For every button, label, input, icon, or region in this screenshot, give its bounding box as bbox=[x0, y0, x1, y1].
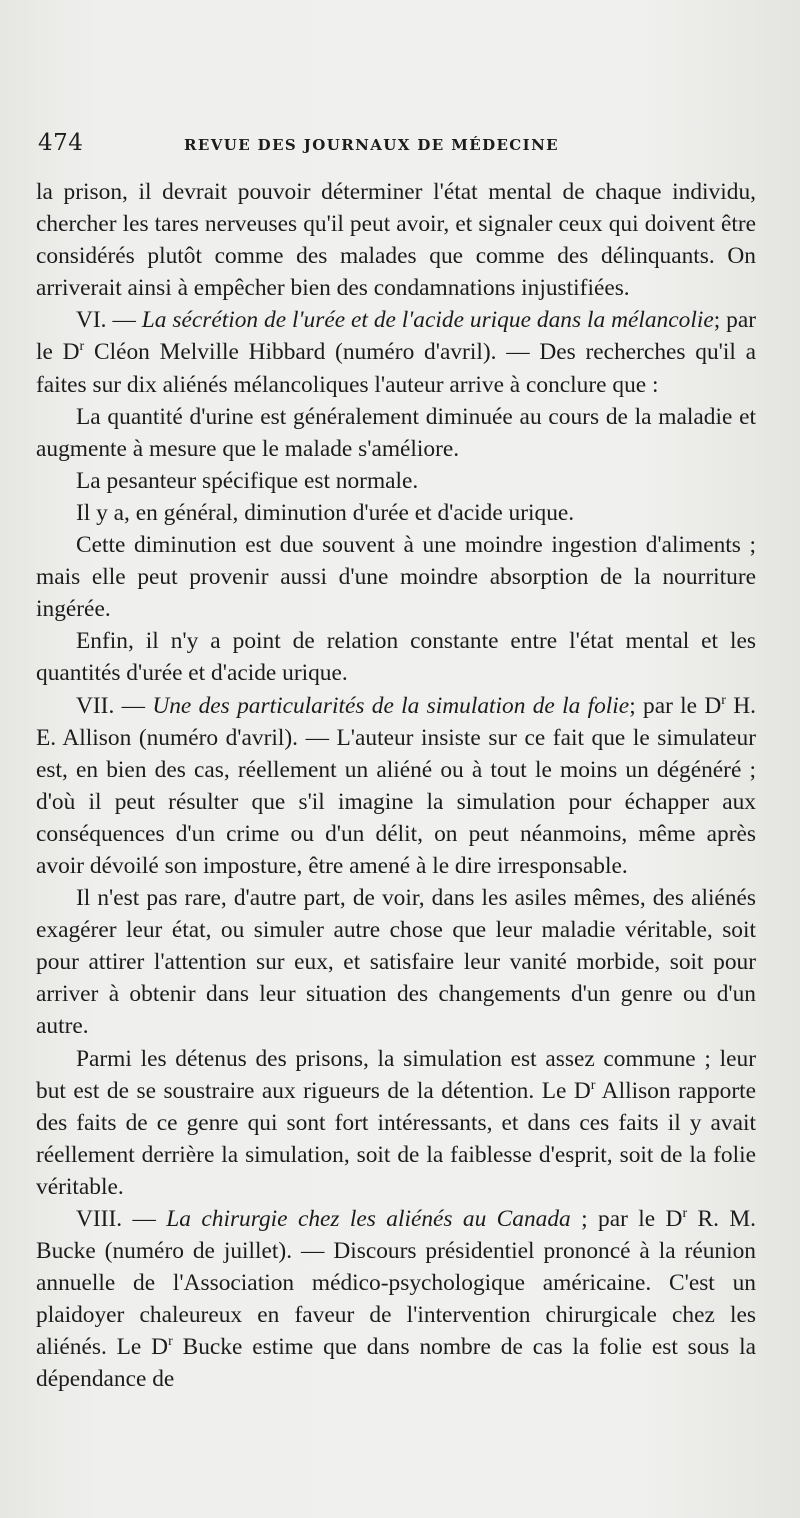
section-number: VII. — bbox=[76, 692, 153, 719]
superscript: r bbox=[79, 338, 85, 355]
paragraph-text: Il n'est pas rare, d'autre part, de voir, dans les asiles mêmes, des aliénés exagérer leur état, ou simuler autre chose que leur maladie véritable, soit pour attirer l'attention sur eux, et satisfaire leur vanité morbide, soit pour arriver à obtenir dans leur situation des changements d'un genre ou d'un autre. bbox=[36, 885, 756, 1040]
section-byline: ; par le D bbox=[629, 692, 722, 719]
page-number: 474 bbox=[38, 130, 84, 156]
paragraph-text: Parmi les détenus des prisons, la simulation est assez commune ; leur but est de se soustraire aux rigueurs de la détention. Le D bbox=[36, 1045, 756, 1104]
superscript: r bbox=[682, 1205, 688, 1222]
section-byline: ; par le D bbox=[36, 307, 757, 366]
paragraph-text: Enfin, il n'y a point de relation constante entre l'état mental et les quantités d'urée et d'acide urique. bbox=[36, 628, 756, 687]
paragraph bbox=[36, 882, 756, 1042]
paragraph bbox=[36, 1043, 756, 1203]
section-title: La chirurgie chez les aliénés au Canada bbox=[166, 1206, 571, 1232]
paragraph-text: Allison rapporte des faits de ce genre qui sont fort intéressants, et dans ces faits il y avait réellement derrière la simulation, soit de la faiblesse d'esprit, soit de la folie véritable. bbox=[36, 1077, 756, 1200]
paragraph bbox=[36, 176, 756, 304]
section-text: Bucke estime que dans nombre de cas la folie est sous la dépendance de bbox=[36, 1334, 757, 1393]
page-body bbox=[36, 176, 756, 1396]
page-header bbox=[38, 130, 758, 164]
paragraph-text: la prison, il devrait pouvoir déterminer l'état mental de chaque individu, chercher les tares nerveuses qu'il peut avoir, et signaler ceux qui doivent être considérés plutôt comme des malades que comme des délinquants. On arriverait ainsi à empêcher bien des condamnations injustifiées. bbox=[36, 179, 756, 302]
section-text: Cléon Melville Hibbard (numéro d'avril). — Des recherches qu'il a faites sur dix aliénés mélancoliques l'auteur arrive à conclure que : bbox=[36, 339, 756, 398]
superscript: r bbox=[590, 1076, 596, 1093]
superscript: r bbox=[168, 1333, 173, 1350]
section-title: La sécrétion de l'urée et de l'acide urique dans la mélancolie bbox=[141, 307, 714, 334]
section-number: VIII. — bbox=[76, 1206, 167, 1232]
section-text: R. M. Bucke (numéro de juillet). — Discours présidentiel prononcé à la réunion annuelle de l'Association médico-psychologique américaine. C'est un plaidoyer chaleureux en faveur de l'intervention chirurgicale chez les aliénés. Le D bbox=[36, 1206, 757, 1361]
section-number: VI. — bbox=[76, 307, 142, 334]
section-title: Une des particularités de la simulation de la folie bbox=[152, 692, 630, 719]
paragraph bbox=[36, 529, 756, 625]
paragraph bbox=[36, 401, 756, 465]
paragraph bbox=[36, 625, 756, 689]
paragraph bbox=[36, 497, 756, 529]
paragraph bbox=[36, 465, 756, 497]
superscript: r bbox=[721, 691, 726, 708]
paragraph-text: Cette diminution est due souvent à une moindre ingestion d'aliments ; mais elle peut provenir aussi d'une moindre absorption de la nourriture ingérée. bbox=[36, 532, 756, 623]
section-viii bbox=[36, 1203, 756, 1396]
running-head: REVUE DES JOURNAUX DE MÉDECINE bbox=[184, 136, 560, 154]
paragraph-text: La quantité d'urine est généralement diminuée au cours de la maladie et augmente à mesure que le malade s'améliore. bbox=[36, 403, 756, 462]
paragraph-text: La pesanteur spécifique est normale. bbox=[76, 467, 419, 494]
section-vi bbox=[36, 304, 756, 400]
section-vii bbox=[36, 690, 756, 883]
section-byline: ; par le D bbox=[570, 1206, 683, 1232]
section-text: H. E. Allison (numéro d'avril). — L'auteur insiste sur ce fait que le simulateur est, en bien des cas, réellement un aliéné ou à tout le moins un dégénéré ; d'où il peut résulter que s'il imagine la simulation pour échapper aux conséquences d'un crime ou d'un délit, on peut néanmoins, même après avoir dévoilé son imposture, être amené à le dire irresponsable. bbox=[36, 692, 757, 879]
paragraph-text: Il y a, en général, diminution d'urée et d'acide urique. bbox=[76, 499, 575, 526]
